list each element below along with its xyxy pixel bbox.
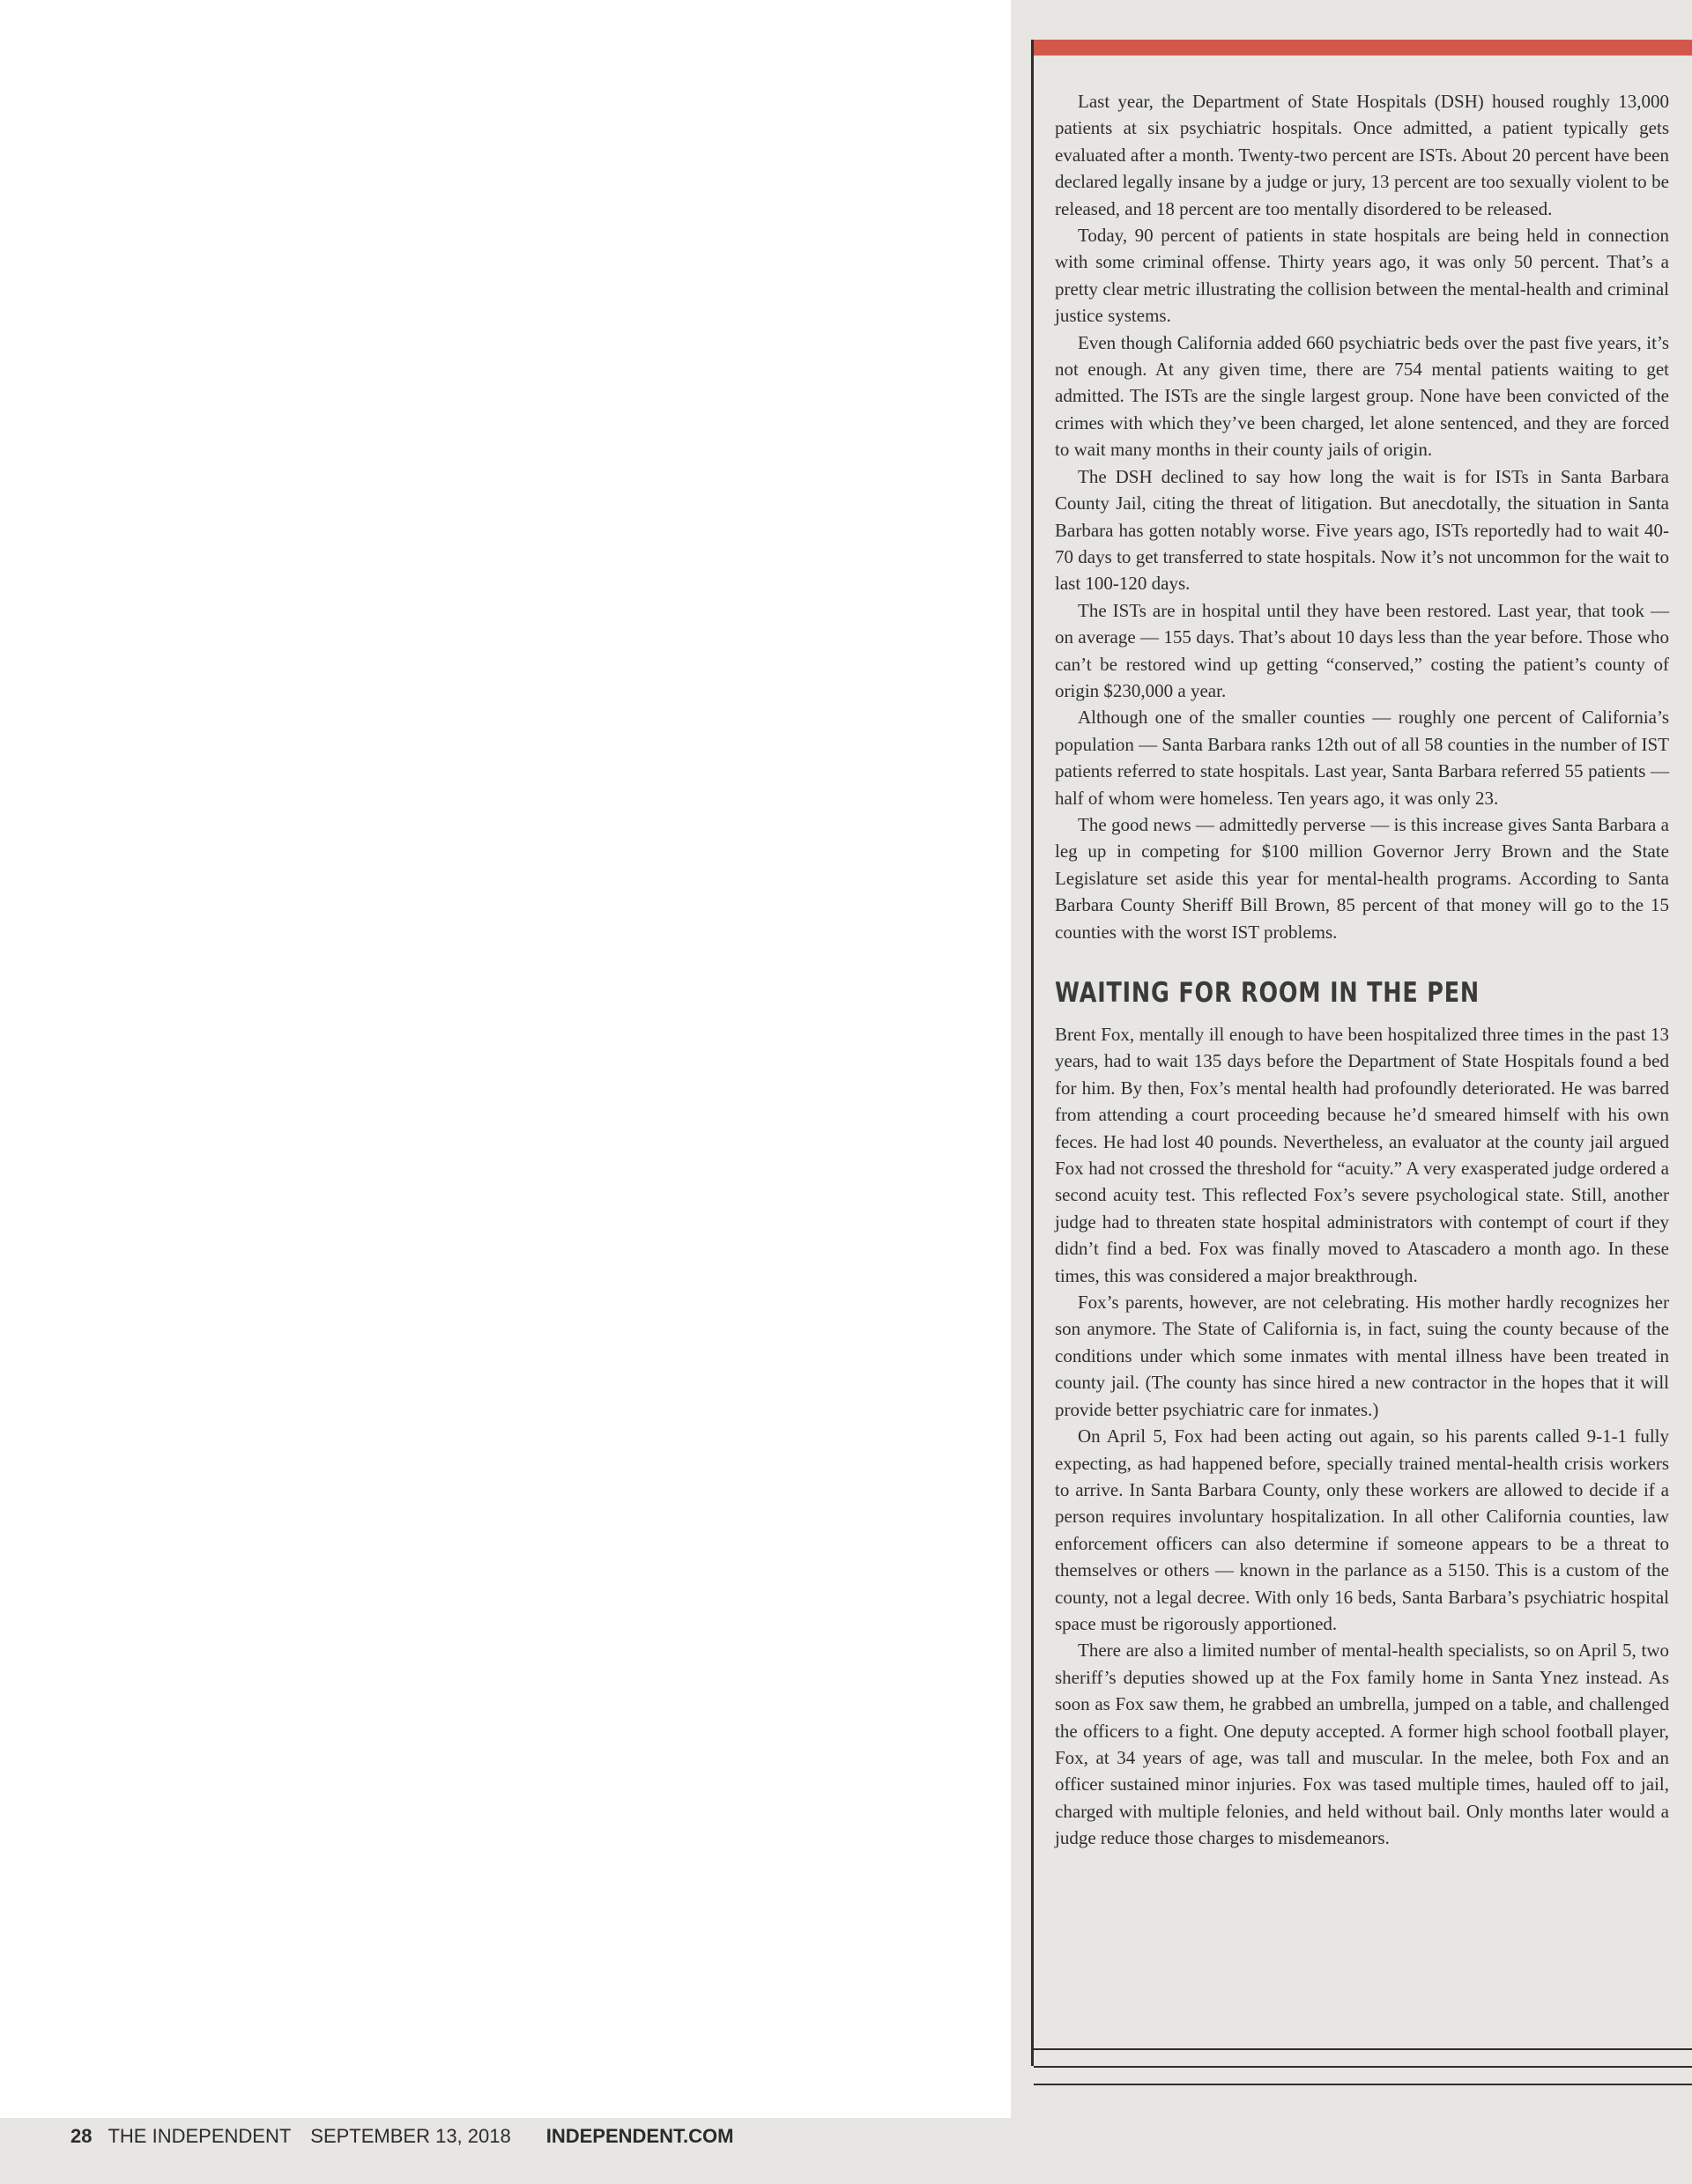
paragraph: Even though California added 660 psychiatric beds over the past five years, it’s not enough. At any given time, there are 754 mental patients waiting to get admitted. The ISTs are the single largest group. None have been convicted of the crimes with which they’ve been charged, let alone sentenced, and they are forced to wait many months in their county jails of origin. [1055, 331, 1669, 461]
page-number: 28 [70, 2125, 93, 2147]
website-url: INDEPENDENT.COM [545, 2125, 734, 2147]
article-column [1031, 40, 1692, 2066]
paragraph: Last year, the Department of State Hospitals (DSH) housed roughly 13,000 patients at six psychiatric hospitals. Once admitted, a patient typically gets evaluated after a month. Twenty-two percent are ISTs. About 20 percent have been declared legally insane by a judge or jury, 13 percent are too sexually violent to be released, and 18 percent are too mentally disordered to be released. [1055, 91, 1669, 219]
paragraph: The DSH declined to say how long the wait is for ISTs in Santa Barbara County Jail, citing the threat of litigation. But anecdotally, the situation in Santa Barbara has gotten notably worse. Five years ago, ISTs reportedly had to wait 40-70 days to get transferred to state hospitals. Now it’s not uncommon for the wait to last 100-120 days. [1055, 465, 1669, 595]
rule-line [1034, 2084, 1692, 2085]
issue-date: SEPTEMBER 13, 2018 [310, 2125, 511, 2147]
rule-line [1034, 2066, 1692, 2068]
subhead: WAITING FOR ROOM IN THE PEN [1055, 977, 1480, 1009]
paragraph: The good news — admittedly perverse — is this increase gives Santa Barbara a leg up in competing for $100 million Governor Jerry Brown and the State Legislature set aside this year for mental-health programs. According to Santa Barbara County Sheriff Bill Brown, 85 percent of that money will go to the 15 counties with the worst IST problems. [1055, 813, 1669, 943]
accent-rule [1034, 40, 1692, 56]
paragraph: Although one of the smaller counties — roughly one percent of California’s population — Santa Barbara ranks 12th out of all 58 counties in the number of IST patients referred to state hospitals. Last year, Santa Barbara referred 55 patients — half of whom were homeless. Ten years ago, it was only 23. [1055, 707, 1669, 809]
paragraph: Today, 90 percent of patients in state hospitals are being held in connection with some criminal offense. Thirty years ago, it was only 50 percent. That’s a pretty clear metric illustrating the collision between the mental-health and criminal justice systems. [1055, 225, 1669, 327]
page-footer [70, 2123, 733, 2150]
bottom-rules [1034, 2048, 1692, 2101]
paragraph: Brent Fox, mentally ill enough to have been hospitalized three times in the past 13 years, had to wait 135 days before the Department of State Hospitals found a bed for him. By then, Fox’s mental health had profoundly deteriorated. He was barred from attending a court proceeding because he’d smeared himself with his own feces. He had lost 40 pounds. Nevertheless, an evaluator at the county jail argued Fox had not crossed the threshold for “acuity.” A very exasperated judge ordered a second acuity test. This reflected Fox’s severe psychological state. Still, another judge had to threaten state hospital administrators with contempt of court if they didn’t find a bed. Fox was finally moved to Atascadero a month ago. In these times, this was considered a major breakthrough. [1055, 1024, 1669, 1286]
paragraph: On April 5, Fox had been acting out again, so his parents called 9-1-1 fully expecting, as had happened before, specially trained mental-health crisis workers to arrive. In Santa Barbara County, only these workers are allowed to decide if a person requires involuntary hospitalization. In all other California counties, law enforcement officers can also determine if someone appears to be a threat to themselves or others — known in the parlance as a 5150. This is a custom of the county, not a legal decree. With only 16 beds, Santa Barbara’s psychiatric hospital space must be rigorously apportioned. [1055, 1425, 1669, 1634]
paragraph: The ISTs are in hospital until they have been restored. Last year, that took — on average — 155 days. That’s about 10 days less than the year before. Those who can’t be restored wind up getting “conserved,” costing the patient’s county of origin $230,000 a year. [1055, 599, 1669, 701]
article-text [1055, 88, 1669, 1852]
paragraph: Fox’s parents, however, are not celebrating. His mother hardly recognizes her son anymore. The State of California is, in fact, suing the county because of the conditions under which some inmates with mental illness have been treated in county jail. (The county has since hired a new contractor in the hopes that it will provide better psychiatric care for inmates.) [1055, 1292, 1669, 1420]
publication-name: THE INDEPENDENT [108, 2125, 292, 2147]
paragraph: There are also a limited number of mental-health specialists, so on April 5, two sheriff’s deputies showed up at the Fox family home in Santa Ynez instead. As soon as Fox saw them, he grabbed an umbrella, jumped on a table, and challenged the officers to a fight. One deputy accepted. A former high school football player, Fox, at 34 years of age, was tall and muscular. In the melee, both Fox and an officer sustained minor injuries. Fox was tased multiple times, hauled off to jail, charged with multiple felonies, and held without bail. Only months later would a judge reduce those charges to misdemeanors. [1055, 1640, 1669, 1849]
rule-line [1034, 2048, 1692, 2050]
